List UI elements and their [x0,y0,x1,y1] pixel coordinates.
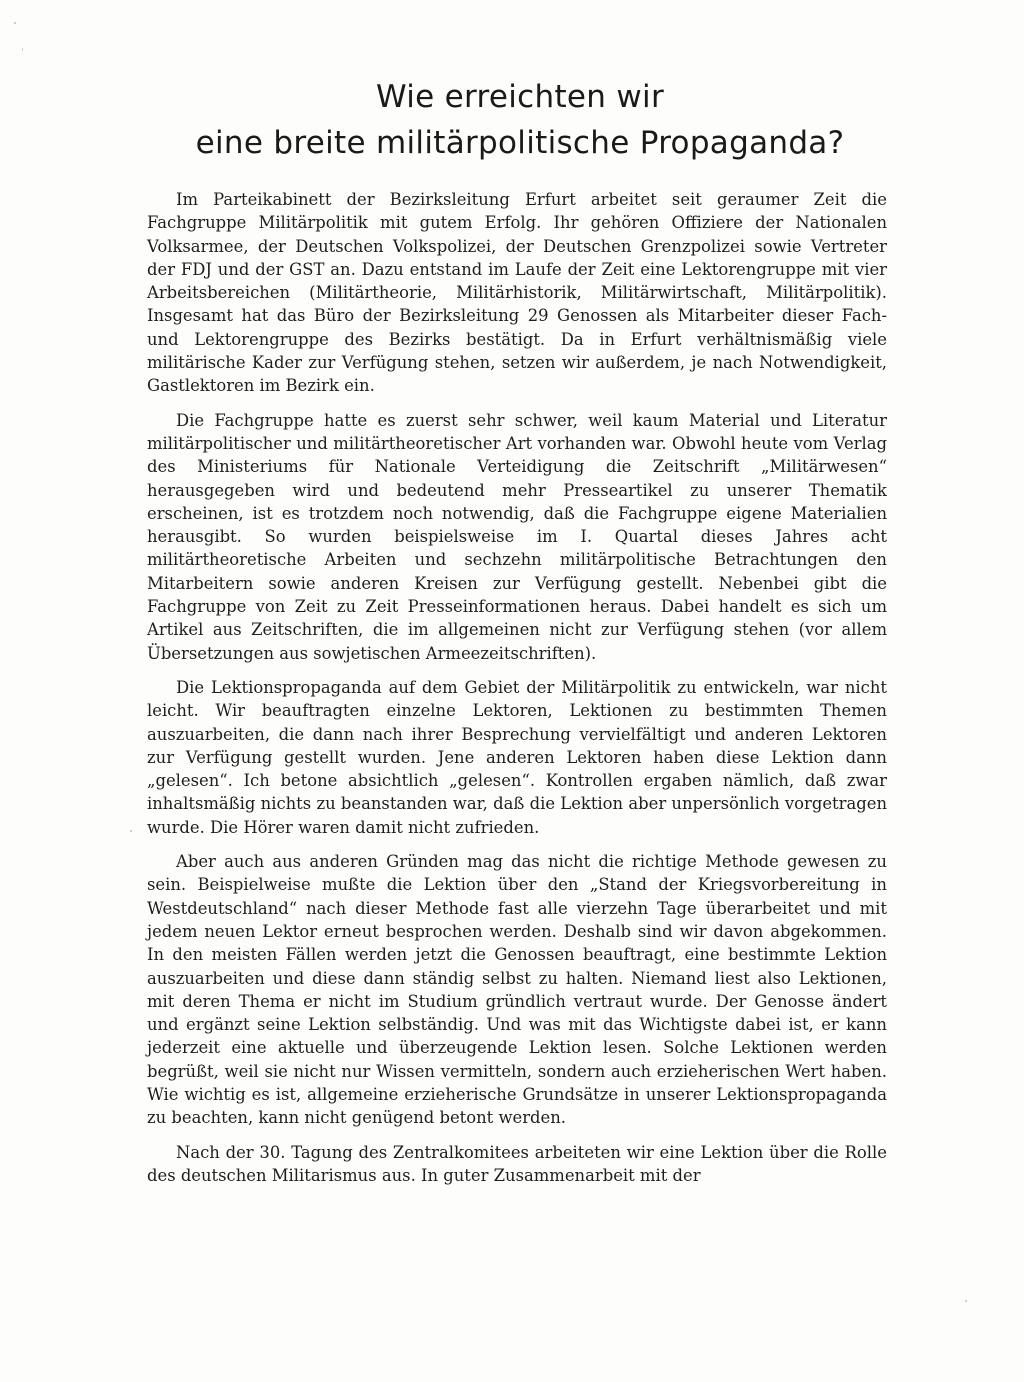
article-title-line-2: eine breite militärpolitische Propaganda? [195,125,845,161]
body-paragraph-4: Aber auch aus anderen Gründen mag das nicht die richtige Methode gewesen zu sein. Beispielweise mußte die Lektion über den „Stand der Kriegsvorbereitung in Westdeutschland“ nach dieser Methode fast alle vierzehn Tage überarbeitet und mit jedem neuen Lektor erneut besprochen werden. Deshalb sind wir davon abgekommen. In den meisten Fällen werden jetzt die Genossen beauftragt, eine bestimmte Lektion auszuarbeiten und diese dann ständig selbst zu halten. Niemand liest also Lektionen, mit deren Thema er nicht im Studium gründlich vertraut wurde. Der Genosse ändert und ergänzt seine Lektion selbständig. Und was mit das Wichtigste dabei ist, er kann jederzeit eine aktuelle und überzeugende Lektion lesen. Solche Lektionen werden begrüßt, weil sie nicht nur Wissen vermitteln, sondern auch erzieherischen Wert haben. Wie wichtig es ist, allgemeine erzieherische Grundsätze in unserer Lektionspropaganda zu beachten, kann nicht genügend betont werden. [147,852,887,1128]
body-paragraph-2: Die Fachgruppe hatte es zuerst sehr schwer, weil kaum Material und Literatur militärpolitischer und militärtheoretischer Art vorhanden war. Obwohl heute vom Verlag des Ministeriums für Nationale Verteidigung die Zeitschrift „Militärwesen“ herausgegeben wird und bedeutend mehr Presseartikel zu unserer Thematik erscheinen, ist es trotzdem noch notwendig, daß die Fachgruppe eigene Materialien herausgibt. So wurden beispielsweise im I. Quartal dieses Jahres acht militärtheoretische Arbeiten und sechzehn militärpolitische Betrachtungen den Mitarbeitern sowie anderen Kreisen zur Verfügung gestellt. Nebenbei gibt die Fachgruppe von Zeit zu Zeit Presseinformationen heraus. Dabei handelt es sich um Artikel aus Zeitschriften, die im allgemeinen nicht zur Verfügung stehen (vor allem Übersetzungen aus sowjetischen Armeezeitschriften). [147,410,887,663]
body-paragraph-5: Nach der 30. Tagung des Zentralkomitees arbeiteten wir eine Lektion über die Rolle des deutschen Militarismus aus. In guter Zusammenarbeit mit der [147,1142,887,1185]
article-body [147,188,887,1198]
article-title [150,74,890,166]
body-paragraph-1: Im Parteikabinett der Bezirksleitung Erfurt arbeitet seit geraumer Zeit die Fachgruppe Militärpolitik mit gutem Erfolg. Ihr gehören Offiziere der Nationalen Volksarmee, der Deutschen Volkspolizei, der Deutschen Grenzpolizei sowie Vertreter der FDJ und der GST an. Dazu entstand im Laufe der Zeit eine Lektorengruppe mit vier Arbeitsbereichen (Militärtheorie, Militärhistorik, Militärwirtschaft, Militärpolitik). Insgesamt hat das Büro der Bezirksleitung 29 Genossen als Mitarbeiter dieser Fach- und Lektorengruppe des Bezirks bestätigt. Da in Erfurt verhältnismäßig viele militärische Kader zur Verfügung stehen, setzen wir außerdem, je nach Notwendigkeit, Gastlektoren im Bezirk ein. [147,190,887,396]
scan-speckle [22,48,23,51]
scan-speckle [14,22,16,24]
scan-speckle [130,830,132,832]
article-title-line-1: Wie erreichten wir [375,79,665,115]
scan-speckle [965,1300,967,1302]
body-paragraph-3: Die Lektionspropaganda auf dem Gebiet der Militärpolitik zu entwickeln, war nicht leicht. Wir beauftragten einzelne Lektoren, Lektionen zu bestimmten Themen auszuarbeiten, die dann nach ihrer Besprechung vervielfältigt und anderen Lektoren zur Verfügung gestellt wurden. Jene anderen Lektoren haben diese Lektion dann „gelesen“. Ich betone absichtlich „gelesen“. Kontrollen ergaben nämlich, daß zwar inhaltsmäßig nichts zu beanstanden war, daß die Lektion aber unpersönlich vorgetragen wurde. Die Hörer waren damit nicht zufrieden. [147,677,887,837]
